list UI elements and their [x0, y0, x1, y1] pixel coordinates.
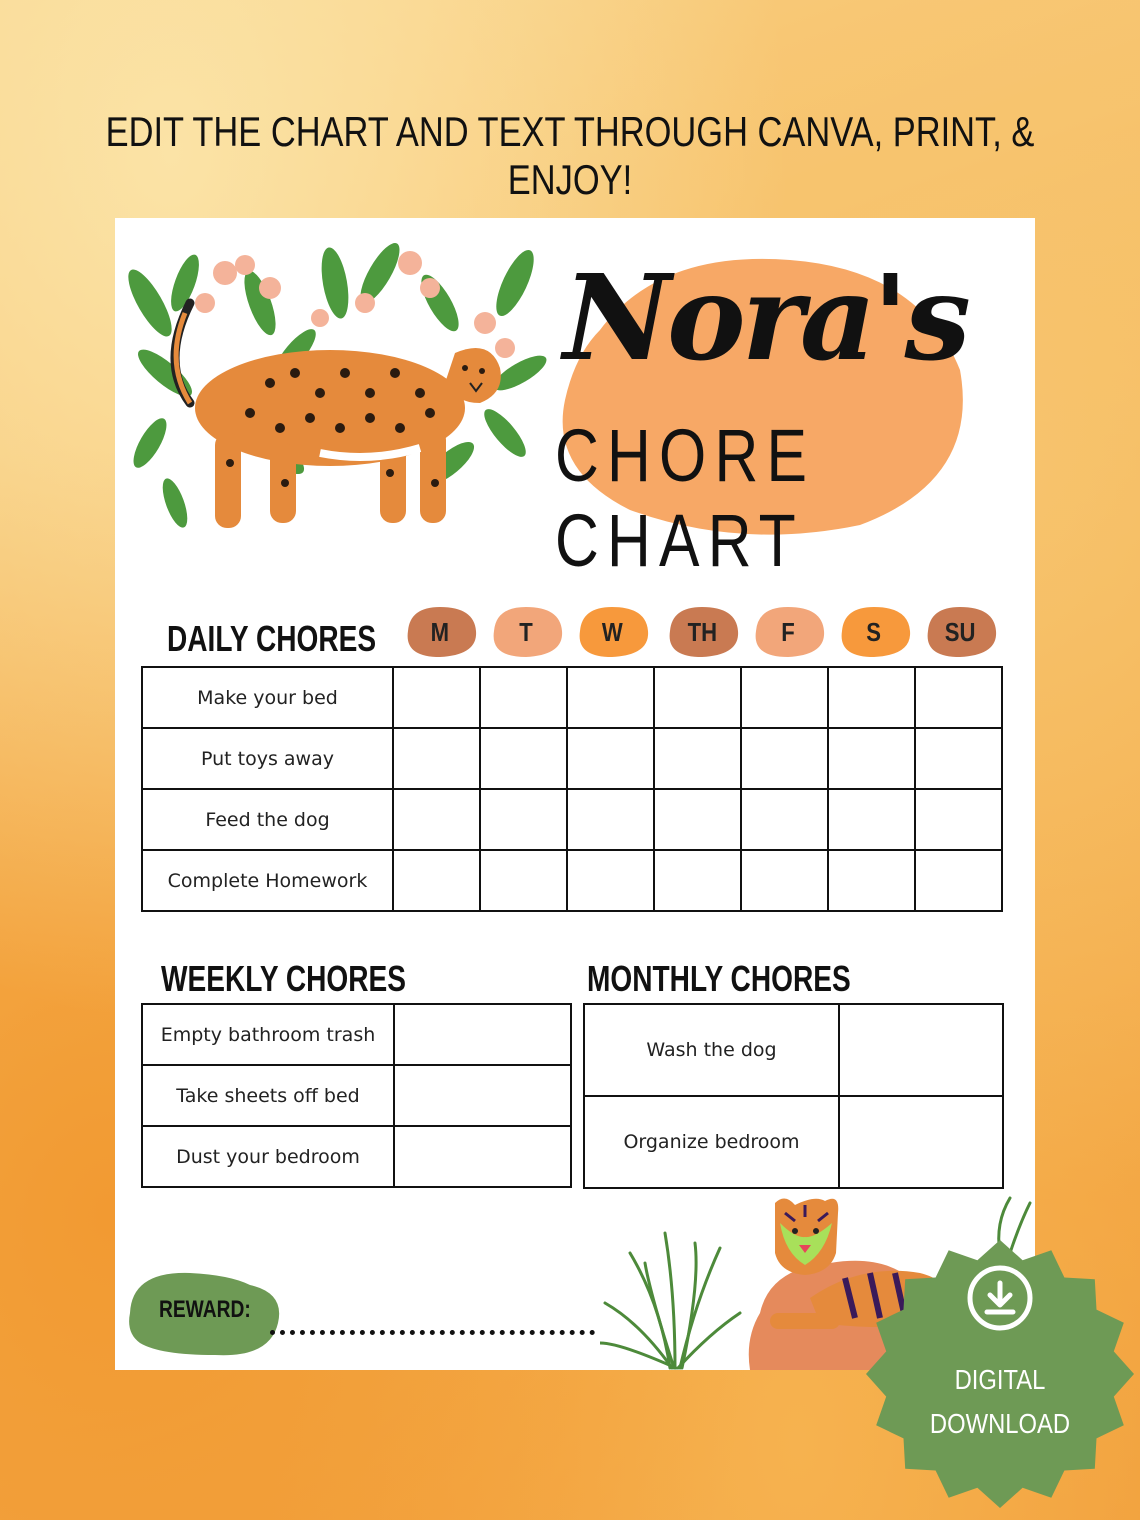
check-cell[interactable] [567, 789, 654, 850]
chore-label: Put toys away [142, 728, 393, 789]
check-cell[interactable] [394, 1004, 571, 1065]
day-blob [920, 603, 1000, 661]
check-cell[interactable] [567, 850, 654, 911]
chore-label: Complete Homework [142, 850, 393, 911]
table-row [142, 728, 1002, 789]
chore-label: Make your bed [142, 667, 393, 728]
day-blob [572, 603, 652, 661]
reward-label: REWARD: [159, 1296, 251, 1323]
day-blob [486, 603, 566, 661]
monthly-chores-table [583, 1003, 1004, 1189]
check-cell[interactable] [828, 789, 915, 850]
check-cell[interactable] [480, 850, 567, 911]
check-cell[interactable] [393, 850, 480, 911]
chore-label: Organize bedroom [584, 1096, 839, 1188]
table-row [142, 1004, 571, 1065]
table-row [142, 850, 1002, 911]
check-cell[interactable] [915, 667, 1002, 728]
check-cell[interactable] [839, 1096, 1003, 1188]
monthly-chores-heading: MONTHLY CHORES [587, 958, 851, 999]
check-cell[interactable] [828, 850, 915, 911]
chart-subtitle: CHORE CHART [555, 414, 816, 582]
day-label: S [866, 616, 882, 647]
chore-label: Dust your bedroom [142, 1126, 394, 1187]
chore-chart-sheet [115, 218, 1035, 1370]
check-cell[interactable] [480, 789, 567, 850]
check-cell[interactable] [654, 667, 741, 728]
day-label: SU [944, 616, 976, 647]
table-row [142, 789, 1002, 850]
table-row [142, 1065, 571, 1126]
check-cell[interactable] [915, 850, 1002, 911]
check-cell[interactable] [480, 728, 567, 789]
table-row [142, 667, 1002, 728]
chore-label: Feed the dog [142, 789, 393, 850]
check-cell[interactable] [741, 850, 828, 911]
day-blob [400, 603, 480, 661]
day-label: T [519, 616, 533, 647]
reward-input-line[interactable] [270, 1330, 595, 1335]
banner-text: EDIT THE CHART AND TEXT THROUGH CANVA, PRINT, & ENJOY! [105, 108, 1035, 203]
badge-line-digital: DIGITAL [954, 1364, 1046, 1395]
table-row [584, 1004, 1003, 1096]
check-cell[interactable] [567, 728, 654, 789]
check-cell[interactable] [828, 667, 915, 728]
check-cell[interactable] [654, 850, 741, 911]
chore-label: Empty bathroom trash [142, 1004, 394, 1065]
check-cell[interactable] [839, 1004, 1003, 1096]
table-row [584, 1096, 1003, 1188]
chore-label: Take sheets off bed [142, 1065, 394, 1126]
check-cell[interactable] [393, 789, 480, 850]
table-row [142, 1126, 571, 1187]
check-cell[interactable] [915, 789, 1002, 850]
day-label: F [781, 616, 795, 647]
check-cell[interactable] [654, 789, 741, 850]
check-cell[interactable] [480, 667, 567, 728]
day-blob [748, 603, 828, 661]
weekly-chores-table [141, 1003, 572, 1188]
check-cell[interactable] [393, 728, 480, 789]
day-blob [662, 603, 742, 661]
day-label: M [430, 616, 450, 647]
check-cell[interactable] [394, 1126, 571, 1187]
check-cell[interactable] [393, 667, 480, 728]
check-cell[interactable] [741, 667, 828, 728]
badge-line-download: DOWNLOAD [929, 1408, 1071, 1439]
daily-chores-table [141, 666, 1003, 912]
child-name: Nora's [563, 248, 967, 387]
check-cell[interactable] [394, 1065, 571, 1126]
daily-chores-heading: DAILY CHORES [167, 618, 377, 659]
day-label: TH [687, 616, 717, 647]
check-cell[interactable] [741, 728, 828, 789]
day-blob [834, 603, 914, 661]
day-label: W [601, 616, 623, 647]
chore-label: Wash the dog [584, 1004, 839, 1096]
check-cell[interactable] [915, 728, 1002, 789]
weekly-chores-heading: WEEKLY CHORES [161, 958, 406, 999]
weekday-header [400, 603, 1005, 663]
check-cell[interactable] [567, 667, 654, 728]
check-cell[interactable] [741, 789, 828, 850]
leopard-illustration [120, 243, 550, 553]
check-cell[interactable] [828, 728, 915, 789]
check-cell[interactable] [654, 728, 741, 789]
